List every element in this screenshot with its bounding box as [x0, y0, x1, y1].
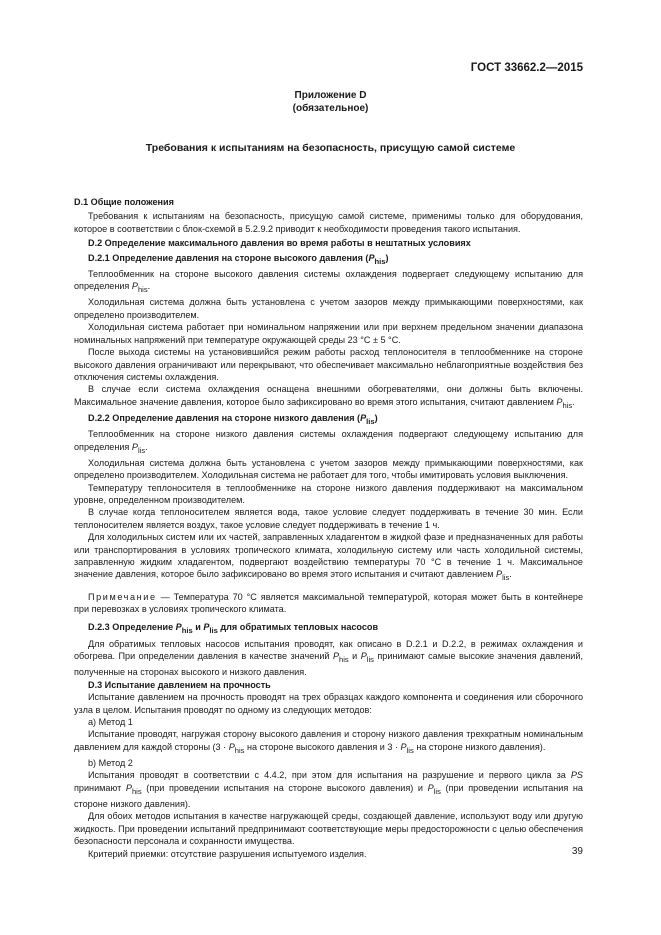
section-d21-heading: D.2.1 Определение давления на стороне высокого давления $(P_{his})$: [88, 252, 389, 266]
d3-paragraph-2: Испытание проводят, нагружая сторону высокого давления и сторону низкого давления трехкратным номинальным давлением для каждой стороны ($3 \cdot P_{his}$ на стороне высокого давления и $3 \cdot P_{lis}$ на стороне низкого давления).: [74, 729, 583, 755]
d3-paragraph-4: Для обоих методов испытания в качестве нагружающей среды, создающей давление, используют воду или другую жидкость. При проведении испытаний предпринимают соответствующие меры предосторожности с целью обеспечения безопасности персонала и сохранности имущества.: [74, 811, 583, 847]
d22-paragraph-1: Теплообменник на стороне низкого давления системы охлаждения подвергают следующему испытанию для определения $P_{lis}$.: [74, 429, 583, 455]
section-d1-heading: D.1 Общие положения: [74, 197, 174, 207]
annex-status: (обязательное): [292, 103, 369, 114]
d22-paragraph-4: В случае когда теплоносителем является вода, такое условие следует поддерживать в течение 30 мин. Если теплоносителем является воздух, такое условие следует поддерживать в течение 1 ч.: [74, 507, 583, 530]
d22-paragraph-5: Для холодильных систем или их частей, заправленных хладагентом в жидкой фазе и предназначенных для работы или транспортирования в условиях тропического климата, холодильную систему или часть холодильной системы, заправленную жидким хладагентом, подвергают воздействию температуры 70 °С в течение 1 ч. Максимальное значение давления, которое было зафиксировано во время этого испытания и считают давлением $P_{lis}$.: [74, 532, 583, 583]
section-d2-heading: D.2 Определение максимального давления во время работы в нештатных условиях: [88, 238, 471, 249]
annex-heading: Требования к испытаниям на безопасность, присущую самой системе: [145, 142, 516, 154]
d23-paragraph-1: Для обратимых тепловых насосов испытания проводят, как описано в D.2.1 и D.2.2, в режимах охлаждения и обогрева. При определении давления в качестве значений $P_{his}$ и $P_{lis}$ принимают самые высокие значения давлений, полученные на сторонах высокого и низкого давления.: [74, 638, 583, 678]
d21-paragraph-5: В случае если система охлаждения оснащена внешними обогревателями, они должны быть включены. Максимальное значение давления, которое было зафиксировано во время этого испытания, считают давлением $P_{his}$.: [74, 384, 583, 410]
d21-paragraph-3: Холодильная система работает при номинальном напряжении или при верхнем предельном значении диапазона номинальных напряжений при температуре окружающей среды 23 °С ± 5 °С.: [74, 322, 583, 345]
d3-paragraph-3: Испытания проводят в соответствии с 4.4.2, при этом для испытания на разрушение и первого цикла за PS принимают $P_{his}$ (при проведении испытания на стороне высокого давления) и $P_{lis}$ (при проведении испытания на стороне низкого давления).: [74, 770, 583, 809]
page-number: 39: [571, 846, 583, 857]
annex-title: Приложение D: [294, 90, 367, 101]
method-b-label: b) Метод 2: [88, 757, 133, 768]
d21-paragraph-4: После выхода системы на установившийся режим работы расход теплоносителя в теплообменнике на стороне высокого давления ограничивают или перекрывают, что обеспечивает максимально неблагоприятные воздействия без отключения системы охлаждения.: [74, 347, 583, 382]
note-paragraph: Примечание — Температура 70 °С является максимальной температурой, которая может быть в контейнере при перевозках в условиях тропического климата.: [74, 591, 583, 615]
d21-paragraph-2: Холодильная система должна быть установлена с учетом зазоров между примыкающими поверхностями, как определено производителем.: [74, 297, 583, 320]
d21-paragraph-1: Теплообменник на стороне высокого давления системы охлаждения подвергает следующему испытанию для определения $P_{his}$.: [74, 268, 583, 295]
section-d23-heading: D.2.3 Определение $P_{his}$ и $P_{lis}$ для обратимых тепловых насосов: [88, 622, 379, 636]
d22-paragraph-2: Холодильная система должна быть установлена с учетом зазоров между примыкающими поверхностями, как определено производителем. Холодильная система не работает для того, чтобы имитировать условия выключения.: [74, 457, 583, 481]
d3-paragraph-1: Испытание давлением на прочность проводят на трех образцах каждого компонента и соединения или сборочного узла в целом. Испытания проводят по одному из следующих методов:: [74, 692, 583, 715]
standard-number: ГОСТ 33662.2—2015: [470, 62, 583, 74]
note-label: Примечание: [88, 591, 157, 602]
document-body: [74, 196, 583, 860]
section-d3-heading: D.3 Испытание давлением на прочность: [88, 679, 271, 690]
d1-paragraph: Требования к испытаниям на безопасность, присущую самой системе, применимы только для оборудования, которое в соответствии с блок-схемой в 5.2.9.2 приводит к необходимости проведения такого испытания.: [74, 211, 583, 234]
d3-paragraph-5: Критерий приемки: отсутствие разрушения испытуемого изделия.: [88, 848, 367, 859]
method-a-label: а) Метод 1: [88, 716, 133, 727]
d22-paragraph-3: Температуру теплоносителя в теплообменнике на стороне низкого давления поддерживают на максимальном уровне, определенном производителем.: [74, 482, 583, 505]
section-d22-heading: D.2.2 Определение давления на стороне низкого давления $(P_{lis})$: [88, 412, 378, 426]
